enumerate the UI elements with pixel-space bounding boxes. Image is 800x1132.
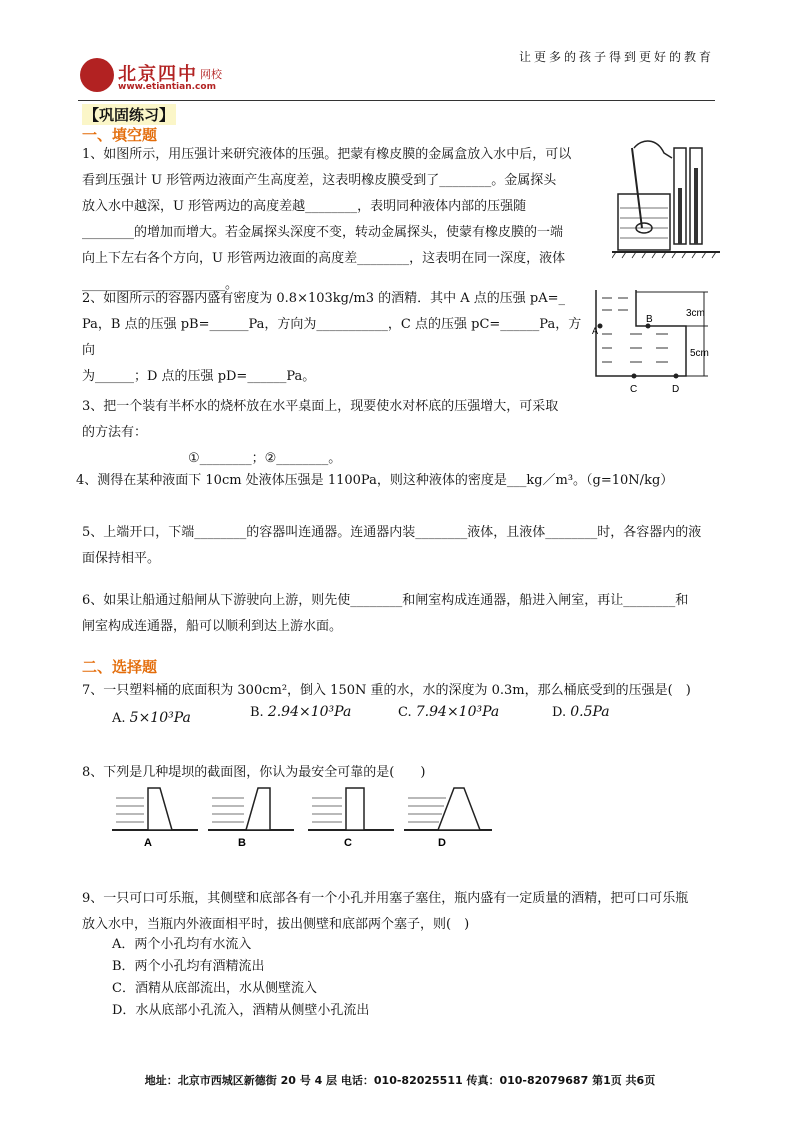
q6-line: 闸室构成连通器，船可以顺利到达上游水面。	[82, 619, 343, 634]
pressure-gauge-figure	[612, 128, 722, 260]
question-4: 4、测得在某种液面下 10cm 处液体压强是 1100Pa，则这种液体的密度是___kg／m³。（g=10N/kg）	[76, 473, 674, 488]
dam-label-d: D	[438, 837, 446, 849]
logo-icon	[80, 58, 114, 92]
header-divider	[78, 100, 715, 101]
point-c: C	[630, 384, 638, 395]
question-6	[82, 588, 722, 640]
logo-sub: 网校	[200, 68, 222, 81]
q5-line: 5、上端开口，下端________的容器叫连通器。连通器内装________液体，且液体________时，各容器内的液	[82, 525, 702, 540]
section-tag: 【巩固练习】	[84, 106, 175, 124]
dam-a	[112, 788, 198, 830]
q9-option-b: B．两个小孔均有酒精流出	[112, 959, 265, 974]
q3-line: ①________；②________。	[188, 451, 342, 466]
dam-label-a: A	[144, 837, 152, 849]
label-5cm: 5cm	[690, 348, 709, 359]
q2-line: Pa，B 点的压强 pB=______Pa，方向为___________，C 点的压强 pC=______Pa，方向	[82, 317, 582, 358]
q9-line: 放入水中，当瓶内外液面相平时，拔出侧壁和底部两个塞子，则( )	[82, 917, 470, 932]
q3-line: 的方法有：	[82, 425, 148, 440]
container-figure	[590, 286, 720, 398]
dam-c	[308, 788, 394, 830]
q9-line: 9、一只可口可乐瓶，其侧壁和底部各有一个小孔并用塞子塞住，瓶内盛有一定质量的酒精，把可口可乐瓶	[82, 891, 689, 906]
section-heading-fill: 一、填空题	[82, 126, 158, 144]
section-heading-choice: 二、选择题	[82, 658, 158, 676]
dam-d	[404, 788, 492, 830]
q7-option-a: A. 5×10³Pa	[112, 710, 191, 726]
q1-line: 向上下左右各个方向，U 形管两边液面的高度差________，这表明在同一深度，液体	[82, 251, 566, 266]
label-3cm: 3cm	[686, 308, 705, 319]
q1-line: 放入水中越深，U 形管两边的高度差越________，表明同种液体内部的压强随	[82, 199, 527, 214]
q1-line: 看到压强计 U 形管两边液面产生高度差，这表明橡皮膜受到了________。金属探头	[82, 173, 557, 188]
q7-option-b: B. 2.94×10³Pa	[250, 704, 352, 720]
question-5	[82, 520, 722, 572]
footer: 地址：北京市西城区新德街 20 号 4 层 电话：010-82025511 传真：010-82079687 第1页 共6页	[144, 1074, 656, 1087]
q5-line: 面保持相平。	[82, 551, 161, 566]
q2-line: 2、如图所示的容器内盛有密度为 0.8×103kg/m3 的酒精．其中 A 点的压强 pA=_	[82, 291, 565, 306]
q9-option-d: D．水从底部小孔流入，酒精从侧壁小孔流出	[112, 1003, 370, 1018]
point-d: D	[672, 384, 680, 395]
point-b: B	[646, 314, 653, 325]
question-1	[82, 142, 612, 298]
question-3	[82, 394, 602, 472]
q9-option-a: A．两个小孔均有水流入	[112, 937, 252, 952]
q9-options	[112, 934, 369, 1022]
q1-line: ________的增加而增大。若金属探头深度不变，转动金属探头，使蒙有橡皮膜的一端	[82, 225, 564, 240]
q1-line: ______________________。	[82, 277, 239, 292]
q3-line: 3、把一个装有半杯水的烧杯放在水平桌面上，现要使水对杯底的压强增大，可采取	[82, 399, 559, 414]
q2-line: 为______；D 点的压强 pD=______Pa。	[82, 369, 316, 384]
question-9	[82, 886, 732, 938]
question-2	[82, 286, 592, 390]
dam-label-b: B	[238, 837, 246, 849]
point-a: A	[592, 326, 599, 336]
q6-line: 6、如果让船通过船闸从下游驶向上游，则先使________和闸室构成连通器，船进入闸室，再让________和	[82, 593, 689, 608]
dam-label-c: C	[344, 837, 352, 849]
q7-option-d: D. 0.5Pa	[552, 704, 610, 720]
dam-figures	[108, 780, 498, 850]
question-8-stem: 8、下列是几种堤坝的截面图，你认为最安全可靠的是( )	[82, 765, 426, 780]
dam-b	[208, 788, 294, 830]
logo-url: www.etiantian.com	[118, 82, 216, 92]
q9-option-c: C．酒精从底部流出，水从侧壁流入	[112, 981, 317, 996]
question-7-stem: 7、一只塑料桶的底面积为 300cm²，倒入 150N 重的水，水的深度为 0.3m，那么桶底受到的压强是( )	[82, 683, 691, 698]
slogan: 让更多的孩子得到更好的教育	[518, 50, 714, 64]
q1-line: 1、如图所示，用压强计来研究液体的压强。把蒙有橡皮膜的金属盒放入水中后，可以	[82, 147, 572, 162]
logo-name: 北京四中	[118, 64, 198, 85]
q7-option-c: C. 7.94×10³Pa	[398, 704, 500, 720]
